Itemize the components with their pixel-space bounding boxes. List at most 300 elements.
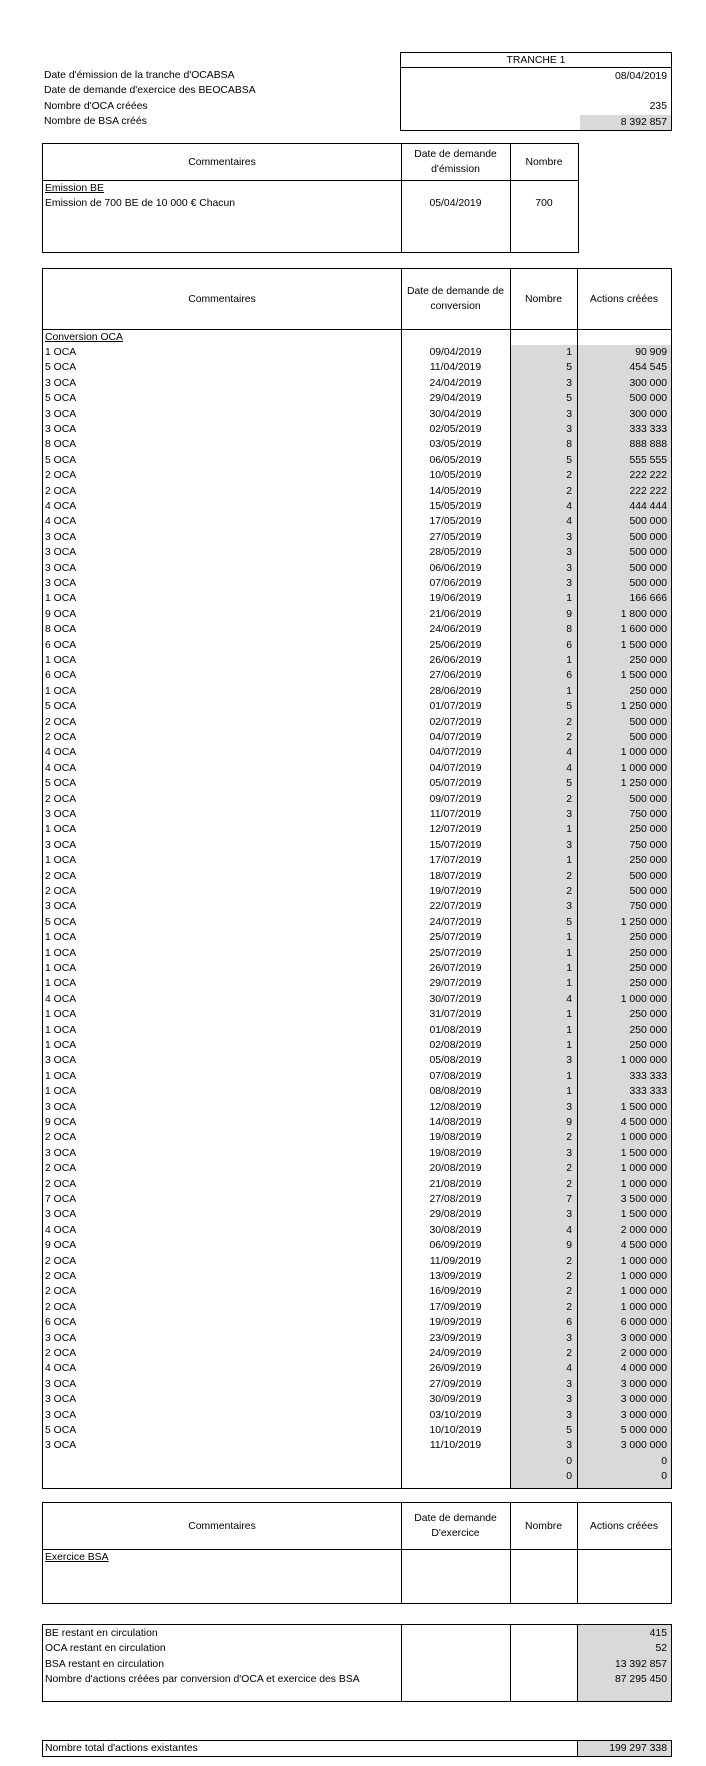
oca-row-count: 1 — [566, 1009, 572, 1021]
table-row — [43, 1315, 671, 1330]
oca-row-count: 4 — [566, 762, 572, 774]
oca-row-comment: 1 OCA — [45, 855, 77, 867]
oca-row-date: 27/08/2019 — [429, 1194, 482, 1205]
oca-row-comment: 3 OCA — [45, 1332, 77, 1344]
table-row — [43, 822, 671, 837]
oca-row-shares: 3 000 000 — [620, 1409, 667, 1421]
oca-row-comment: 1 OCA — [45, 685, 77, 697]
oca-row-shares: 500 000 — [629, 716, 667, 728]
oca-row-shares: 250 000 — [629, 963, 667, 974]
summary-label-0: BE restant en circulation — [45, 1628, 158, 1639]
oca-row-count: 6 — [566, 639, 572, 651]
tranche-label-3: Nombre de BSA créés — [44, 116, 147, 127]
oca-row-shares: 1 500 000 — [620, 670, 667, 682]
table-row — [43, 1192, 671, 1207]
oca-row-date: 20/08/2019 — [429, 1163, 482, 1175]
oca-row-date: 06/06/2019 — [429, 562, 482, 574]
oca-row-date: 23/09/2019 — [429, 1332, 482, 1344]
be-header-date: Date de demande d'émission — [414, 149, 497, 175]
oca-row-date: 21/06/2019 — [429, 608, 482, 620]
table-row — [43, 1423, 671, 1438]
table-row — [43, 1254, 671, 1269]
oca-row-date: 01/08/2019 — [429, 1024, 482, 1036]
oca-row-shares: 454 545 — [629, 362, 667, 374]
oca-row-count: 1 — [566, 947, 572, 959]
oca-row-date: 12/08/2019 — [429, 1101, 482, 1113]
oca-row-date: 08/08/2019 — [429, 1086, 482, 1098]
oca-row-shares: 90 909 — [635, 347, 667, 358]
oca-row-count: 2 — [566, 1348, 572, 1359]
oca-row-count: 1 — [566, 1086, 572, 1098]
oca-row-comment: 8 OCA — [45, 439, 77, 451]
oca-row-shares: 1 000 000 — [620, 762, 667, 774]
oca-row-shares: 3 000 000 — [620, 1378, 667, 1390]
oca-row-comment: 3 OCA — [45, 1055, 77, 1067]
oca-row-comment: 2 OCA — [45, 716, 77, 728]
table-row — [43, 1269, 671, 1284]
tranche-label-2: Nombre d'OCA créées — [44, 101, 148, 112]
oca-row-date: 13/09/2019 — [429, 1271, 482, 1282]
oca-row-comment: 2 OCA — [45, 1286, 77, 1298]
table-row — [43, 1377, 671, 1392]
oca-row-date: 24/07/2019 — [429, 916, 482, 928]
summary-value-3: 87 295 450 — [614, 1674, 667, 1686]
oca-row-count: 4 — [566, 747, 572, 759]
table-row — [43, 1115, 671, 1130]
oca-row-date: 17/09/2019 — [429, 1301, 482, 1313]
oca-row-comment: 4 OCA — [45, 501, 77, 512]
table-row — [43, 360, 671, 375]
oca-row-comment: 3 OCA — [45, 901, 77, 913]
oca-row-comment: 3 OCA — [45, 531, 77, 543]
oca-row-shares: 1 500 000 — [620, 1101, 667, 1113]
table-row — [43, 853, 671, 868]
table-row — [43, 915, 671, 930]
oca-row-count: 5 — [566, 701, 572, 713]
oca-row-shares: 500 000 — [629, 531, 667, 543]
oca-row-comment: 2 OCA — [45, 1132, 77, 1144]
oca-row-count: 3 — [566, 1101, 572, 1113]
oca-row-shares: 500 000 — [629, 870, 667, 882]
oca-row-date: 24/04/2019 — [429, 377, 482, 389]
oca-row-shares: 750 000 — [629, 809, 667, 820]
table-row — [43, 1038, 671, 1053]
table-row — [43, 561, 671, 576]
oca-row-comment: 5 OCA — [45, 454, 77, 466]
table-row — [43, 807, 671, 822]
oca-row-comment: 9 OCA — [45, 1240, 77, 1252]
oca-row-shares: 1 000 000 — [620, 1178, 667, 1190]
oca-row-count: 0 — [566, 1455, 572, 1467]
oca-row-count: 1 — [566, 685, 572, 697]
oca-row-comment: 6 OCA — [45, 639, 77, 651]
oca-table — [42, 268, 672, 1489]
oca-row-date: 27/09/2019 — [429, 1378, 482, 1390]
oca-row-date: 12/07/2019 — [429, 824, 482, 836]
oca-row-comment: 1 OCA — [45, 932, 77, 944]
oca-row-count: 2 — [566, 1132, 572, 1144]
table-row — [43, 638, 671, 653]
oca-row-shares: 1 250 000 — [620, 916, 667, 928]
oca-header-shares: Actions créées — [589, 293, 659, 305]
oca-row-comment: 4 OCA — [45, 762, 77, 774]
tranche-value-3: 8 392 857 — [580, 115, 671, 130]
oca-row-count: 1 — [566, 347, 572, 358]
oca-row-shares: 1 000 000 — [620, 1163, 667, 1175]
oca-row-date: 09/07/2019 — [429, 793, 482, 805]
table-row — [43, 1177, 671, 1192]
oca-row-date: 15/05/2019 — [429, 501, 482, 512]
oca-row-shares: 300 000 — [629, 377, 667, 389]
oca-row-shares: 4 500 000 — [620, 1117, 667, 1128]
oca-row-shares: 5 000 000 — [620, 1425, 667, 1436]
oca-row-date: 11/07/2019 — [429, 809, 482, 820]
table-row — [43, 345, 671, 360]
oca-row-comment: 5 OCA — [45, 1425, 77, 1436]
oca-row-comment: 1 OCA — [45, 824, 77, 836]
oca-row-comment: 3 OCA — [45, 547, 77, 559]
oca-row-shares: 750 000 — [629, 839, 667, 851]
oca-row-comment: 9 OCA — [45, 608, 77, 620]
table-row — [43, 1053, 671, 1068]
oca-row-shares: 1 000 000 — [620, 993, 667, 1005]
be-section-title: Emission BE — [45, 183, 104, 194]
oca-header-comment: Commentaires — [188, 293, 256, 305]
oca-row-date: 30/04/2019 — [429, 408, 482, 420]
oca-row-shares: 0 — [661, 1471, 667, 1483]
oca-row-date: 28/05/2019 — [429, 547, 482, 559]
oca-row-comment: 2 OCA — [45, 470, 77, 482]
oca-row-count: 5 — [566, 454, 572, 466]
oca-row-comment: 1 OCA — [45, 1024, 77, 1036]
oca-row-comment: 3 OCA — [45, 1409, 77, 1421]
table-row — [43, 1007, 671, 1022]
oca-row-comment: 3 OCA — [45, 1209, 77, 1221]
oca-row-shares: 222 222 — [629, 485, 667, 497]
oca-row-count: 5 — [566, 916, 572, 928]
table-row — [43, 622, 671, 637]
oca-row-comment: 2 OCA — [45, 485, 77, 497]
oca-row-date: 16/09/2019 — [429, 1286, 482, 1298]
be-header-count: Nombre — [525, 156, 563, 168]
table-row — [43, 884, 671, 899]
bsa-header-shares: Actions créées — [589, 1520, 659, 1532]
bsa-section-title: Exercice BSA — [45, 1552, 109, 1563]
table-row — [43, 499, 671, 514]
oca-row-shares: 1 600 000 — [620, 624, 667, 636]
table-row — [43, 1438, 671, 1453]
oca-row-date: 19/07/2019 — [429, 886, 482, 897]
oca-row-count: 5 — [566, 778, 572, 790]
oca-row-date: 29/04/2019 — [429, 393, 482, 405]
oca-row-count: 5 — [566, 393, 572, 405]
oca-row-count: 2 — [566, 1255, 572, 1267]
oca-row-count: 2 — [566, 1301, 572, 1313]
summary-value-2: 13 392 857 — [614, 1658, 667, 1670]
oca-row-count: 3 — [566, 1055, 572, 1067]
oca-row-shares: 444 444 — [629, 501, 667, 512]
oca-row-shares: 1 500 000 — [620, 1209, 667, 1221]
oca-row-date: 19/08/2019 — [429, 1132, 482, 1144]
oca-row-count: 6 — [566, 1317, 572, 1329]
summary-label-2: BSA restant en circulation — [45, 1658, 164, 1670]
oca-row-date: 10/10/2019 — [429, 1425, 482, 1436]
oca-row-date: 22/07/2019 — [429, 901, 482, 913]
oca-row-shares: 1 000 000 — [620, 1055, 667, 1067]
oca-row-count: 3 — [566, 578, 572, 589]
oca-row-shares: 1 250 000 — [620, 778, 667, 790]
oca-row-count: 8 — [566, 624, 572, 636]
oca-row-shares: 1 000 000 — [620, 1286, 667, 1298]
oca-row-count: 1 — [566, 932, 572, 944]
oca-row-shares: 3 000 000 — [620, 1394, 667, 1406]
table-row — [43, 607, 671, 622]
oca-row-count: 3 — [566, 424, 572, 435]
oca-row-comment: 2 OCA — [45, 1255, 77, 1267]
oca-row-comment: 3 OCA — [45, 1378, 77, 1390]
oca-row-count: 3 — [566, 547, 572, 559]
oca-row-count: 8 — [566, 439, 572, 451]
oca-row-count: 2 — [566, 1163, 572, 1175]
oca-row-shares: 333 333 — [629, 424, 667, 435]
oca-row-count: 3 — [566, 1147, 572, 1159]
oca-row-shares: 4 500 000 — [620, 1240, 667, 1252]
oca-row-comment: 2 OCA — [45, 793, 77, 805]
oca-row-date: 19/09/2019 — [429, 1317, 482, 1329]
oca-row-comment: 5 OCA — [45, 778, 77, 790]
oca-row-comment: 7 OCA — [45, 1194, 77, 1205]
oca-row-date: 30/08/2019 — [429, 1224, 482, 1236]
oca-row-comment: 1 OCA — [45, 1070, 77, 1082]
oca-row-date: 06/09/2019 — [429, 1240, 482, 1252]
oca-row-count: 5 — [566, 1425, 572, 1436]
oca-row-shares: 3 000 000 — [620, 1440, 667, 1452]
oca-row-count: 2 — [566, 1271, 572, 1282]
oca-row-comment: 2 OCA — [45, 1301, 77, 1313]
oca-row-comment: 2 OCA — [45, 1178, 77, 1190]
oca-row-count: 2 — [566, 485, 572, 497]
oca-row-comment: 2 OCA — [45, 1163, 77, 1175]
oca-row-count: 2 — [566, 470, 572, 482]
table-row — [43, 684, 671, 699]
oca-row-count: 1 — [566, 1040, 572, 1051]
tranche-label-1: Date de demande d'exercice des BEOCABSA — [44, 85, 256, 96]
oca-row-date: 28/06/2019 — [429, 685, 482, 697]
oca-row-shares: 2 000 000 — [620, 1224, 667, 1236]
oca-row-date: 17/05/2019 — [429, 516, 482, 528]
oca-row-date: 05/07/2019 — [429, 778, 482, 790]
table-row — [43, 961, 671, 976]
oca-row-date: 15/07/2019 — [429, 839, 482, 851]
table-row — [43, 391, 671, 406]
oca-row-shares: 500 000 — [629, 516, 667, 528]
oca-row-date: 09/04/2019 — [429, 347, 482, 358]
table-row — [43, 1361, 671, 1376]
oca-row-count: 4 — [566, 993, 572, 1005]
oca-row-date: 26/06/2019 — [429, 655, 482, 666]
oca-row-count: 1 — [566, 1024, 572, 1036]
bsa-table — [42, 1502, 672, 1604]
oca-row-shares: 300 000 — [629, 408, 667, 420]
be-row-count: 700 — [535, 198, 553, 209]
oca-row-comment: 1 OCA — [45, 347, 77, 358]
oca-row-count: 4 — [566, 501, 572, 512]
oca-row-date: 29/07/2019 — [429, 978, 482, 990]
oca-row-comment: 3 OCA — [45, 839, 77, 851]
bsa-header-count: Nombre — [525, 1520, 562, 1532]
oca-row-count: 4 — [566, 516, 572, 528]
oca-row-count: 2 — [566, 870, 572, 882]
oca-row-shares: 500 000 — [629, 886, 667, 897]
oca-row-comment: 5 OCA — [45, 362, 77, 374]
oca-row-shares: 2 000 000 — [620, 1348, 667, 1359]
oca-row-shares: 250 000 — [629, 655, 667, 666]
oca-header-date: Date de demande de conversion — [406, 286, 505, 312]
oca-row-date: 11/10/2019 — [429, 1440, 482, 1452]
oca-row-count: 3 — [566, 839, 572, 851]
oca-row-comment: 4 OCA — [45, 747, 77, 759]
oca-row-comment: 5 OCA — [45, 393, 77, 405]
oca-header-count: Nombre — [525, 293, 562, 305]
oca-row-count: 1 — [566, 824, 572, 836]
table-row — [43, 761, 671, 776]
table-row — [43, 1223, 671, 1238]
table-row — [43, 699, 671, 714]
table-row — [43, 992, 671, 1007]
tranche-value-0: 08/04/2019 — [614, 71, 667, 82]
oca-row-comment: 2 OCA — [45, 1348, 77, 1359]
oca-row-comment: 6 OCA — [45, 1317, 77, 1329]
oca-row-comment: 1 OCA — [45, 1086, 77, 1098]
oca-row-count: 5 — [566, 362, 572, 374]
oca-row-shares: 333 333 — [629, 1086, 667, 1098]
oca-row-shares: 1 500 000 — [620, 1147, 667, 1159]
oca-row-date: 02/07/2019 — [429, 716, 482, 728]
oca-row-comment: 4 OCA — [45, 993, 77, 1005]
table-row — [43, 1408, 671, 1423]
oca-row-count: 1 — [566, 593, 572, 605]
be-row-comment: Emission de 700 BE de 10 000 € Chacun — [45, 198, 236, 209]
oca-row-shares: 250 000 — [629, 685, 667, 697]
oca-row-date: 04/07/2019 — [429, 732, 482, 743]
table-row — [43, 1023, 671, 1038]
oca-row-date: 11/09/2019 — [429, 1255, 482, 1267]
oca-row-date: 30/09/2019 — [429, 1394, 482, 1406]
oca-row-shares: 250 000 — [629, 824, 667, 836]
oca-row-shares: 3 500 000 — [620, 1194, 667, 1205]
be-header-comment: Commentaires — [188, 156, 256, 168]
oca-row-date: 07/06/2019 — [429, 578, 482, 589]
oca-row-date: 27/06/2019 — [429, 670, 482, 682]
oca-row-count: 3 — [566, 377, 572, 389]
oca-row-shares: 222 222 — [629, 470, 667, 482]
summary-value-1: 52 — [655, 1643, 667, 1655]
oca-row-date: 14/05/2019 — [429, 485, 482, 497]
table-row — [43, 1454, 671, 1469]
oca-row-shares: 1 000 000 — [620, 1301, 667, 1313]
oca-row-count: 1 — [566, 655, 572, 666]
oca-row-count: 9 — [566, 1240, 572, 1252]
table-row — [43, 930, 671, 945]
oca-row-comment: 3 OCA — [45, 578, 77, 589]
table-row — [43, 1207, 671, 1222]
oca-row-date: 05/08/2019 — [429, 1055, 482, 1067]
table-row — [43, 1100, 671, 1115]
oca-row-date: 10/05/2019 — [429, 470, 482, 482]
oca-row-comment: 5 OCA — [45, 916, 77, 928]
oca-row-count: 6 — [566, 670, 572, 682]
oca-row-count: 3 — [566, 562, 572, 574]
oca-row-shares: 0 — [661, 1455, 667, 1467]
oca-row-shares: 888 888 — [629, 439, 667, 451]
oca-row-count: 7 — [566, 1194, 572, 1205]
tranche-label-0: Date d'émission de la tranche d'OCABSA — [44, 70, 235, 81]
oca-row-shares: 1 500 000 — [620, 639, 667, 651]
total-label: Nombre total d'actions existantes — [45, 1743, 198, 1754]
table-row — [43, 730, 671, 745]
oca-row-date: 07/08/2019 — [429, 1070, 482, 1082]
table-row — [43, 545, 671, 560]
oca-row-comment: 2 OCA — [45, 870, 77, 882]
oca-row-comment: 3 OCA — [45, 377, 77, 389]
oca-row-date: 04/07/2019 — [429, 747, 482, 759]
oca-row-shares: 166 666 — [629, 593, 667, 605]
oca-row-comment: 8 OCA — [45, 624, 77, 636]
table-row — [43, 1284, 671, 1299]
summary-table — [42, 1624, 672, 1702]
table-row — [43, 745, 671, 760]
oca-row-count: 3 — [566, 1332, 572, 1344]
oca-row-count: 3 — [566, 809, 572, 820]
oca-row-count: 3 — [566, 901, 572, 913]
oca-row-shares: 500 000 — [629, 547, 667, 559]
oca-row-date: 17/07/2019 — [429, 855, 482, 867]
table-row — [43, 1392, 671, 1407]
table-row — [43, 1069, 671, 1084]
oca-row-date: 06/05/2019 — [429, 454, 482, 466]
oca-row-comment: 1 OCA — [45, 593, 77, 605]
oca-row-comment: 5 OCA — [45, 701, 77, 713]
oca-row-date: 26/07/2019 — [429, 963, 482, 974]
oca-row-comment: 3 OCA — [45, 424, 77, 435]
oca-row-count: 4 — [566, 1363, 572, 1375]
oca-row-comment: 4 OCA — [45, 1224, 77, 1236]
oca-row-shares: 1 000 000 — [620, 747, 667, 759]
table-row — [43, 484, 671, 499]
oca-row-count: 3 — [566, 1440, 572, 1452]
oca-row-shares: 333 333 — [629, 1070, 667, 1082]
oca-row-date: 25/07/2019 — [429, 932, 482, 944]
oca-row-comment: 3 OCA — [45, 562, 77, 574]
oca-row-count: 3 — [566, 408, 572, 420]
table-row — [43, 1469, 671, 1484]
oca-row-count: 4 — [566, 1224, 572, 1236]
oca-row-date: 02/08/2019 — [429, 1040, 482, 1051]
oca-row-shares: 500 000 — [629, 732, 667, 743]
oca-row-count: 1 — [566, 855, 572, 867]
oca-row-shares: 750 000 — [629, 901, 667, 913]
oca-row-comment: 2 OCA — [45, 886, 77, 897]
oca-row-shares: 250 000 — [629, 978, 667, 990]
oca-row-date: 19/08/2019 — [429, 1147, 482, 1159]
table-row — [43, 1161, 671, 1176]
oca-row-shares: 555 555 — [629, 454, 667, 466]
oca-row-shares: 1 000 000 — [620, 1271, 667, 1282]
oca-row-comment: 1 OCA — [45, 1009, 77, 1021]
oca-row-comment: 1 OCA — [45, 655, 77, 666]
oca-row-comment: 1 OCA — [45, 947, 77, 959]
summary-label-1: OCA restant en circulation — [45, 1643, 166, 1655]
